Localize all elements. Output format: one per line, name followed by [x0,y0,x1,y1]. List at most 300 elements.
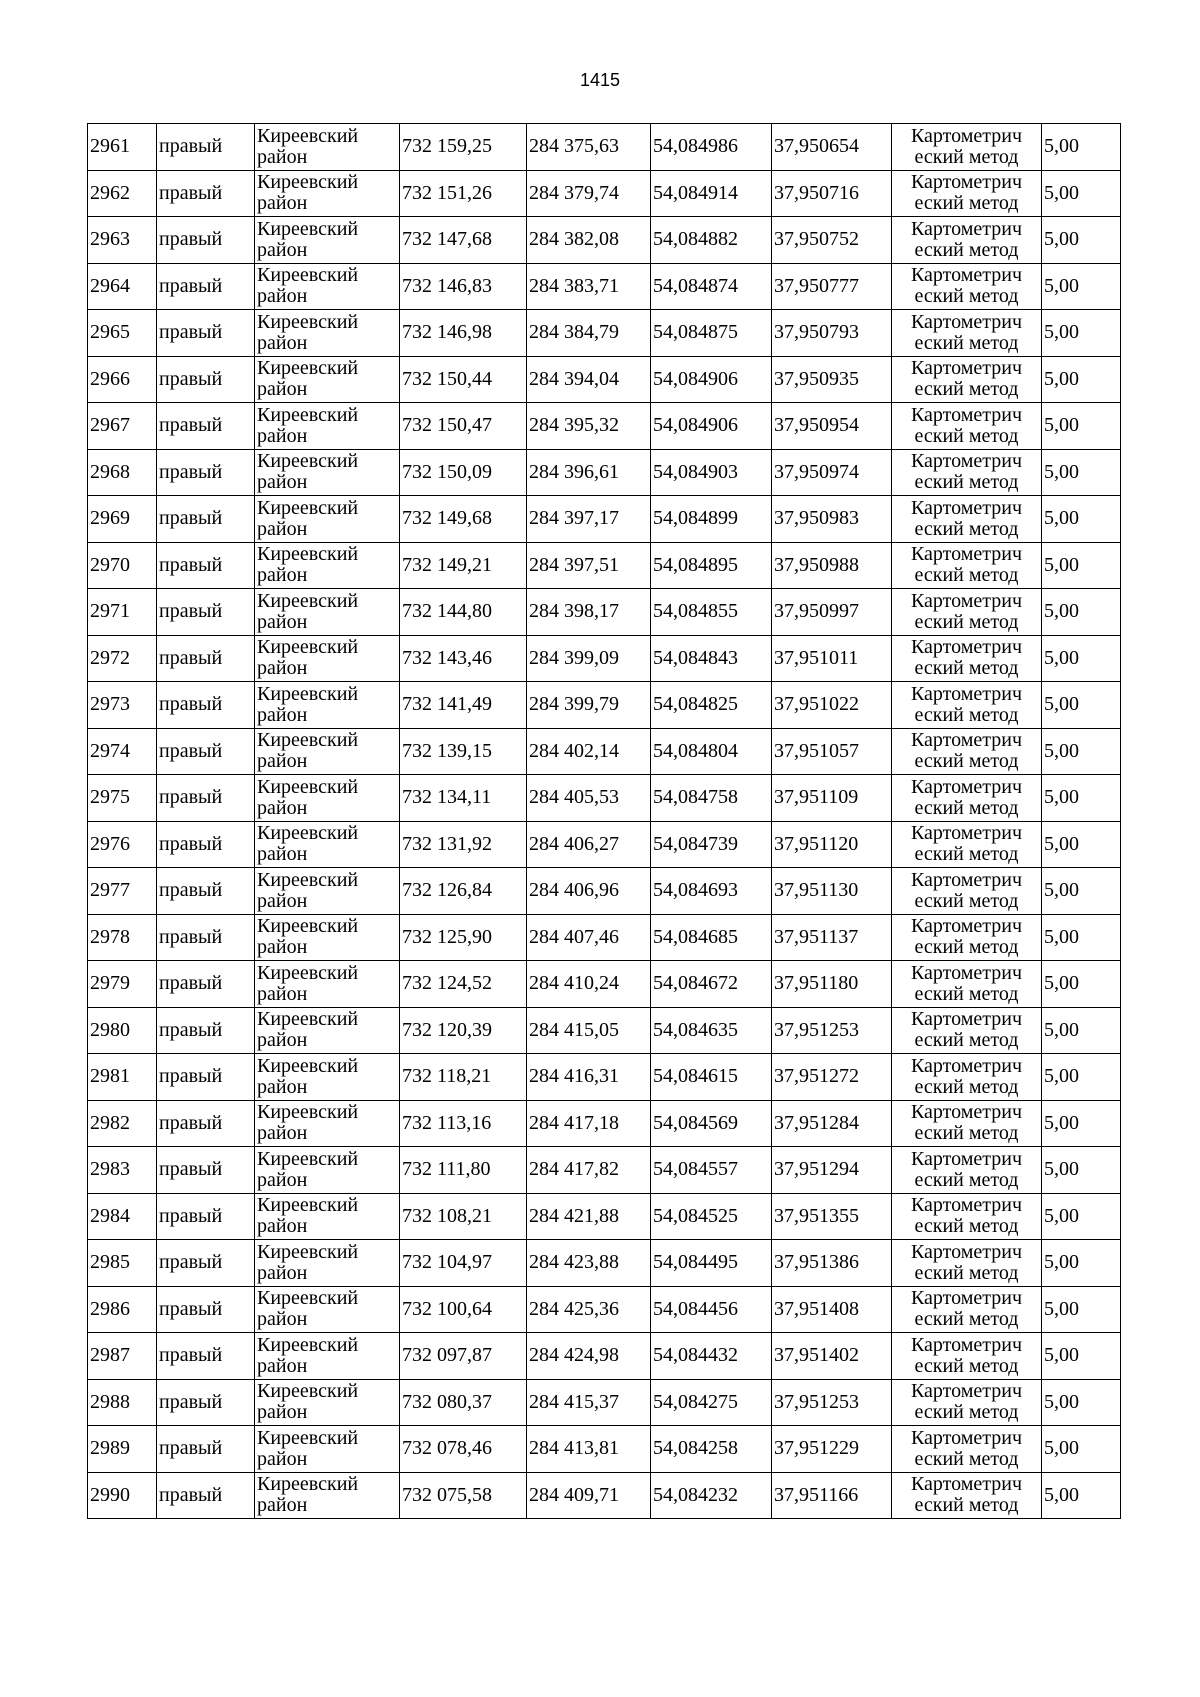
district-cell [255,1054,400,1101]
y-coordinate-cell: 284 417,82 [527,1147,651,1194]
bank-side-cell: правый [157,728,255,775]
district-cell-line: Киреевский [257,1194,359,1217]
x-coordinate-cell: 732 149,68 [400,496,527,543]
method-cell-line: еский метод [914,471,1019,494]
method-cell-line: еский метод [914,703,1019,726]
method-cell [892,589,1042,636]
x-coordinate-cell: 732 097,87 [400,1333,527,1380]
y-coordinate-cell: 284 423,88 [527,1240,651,1287]
method-cell [892,635,1042,682]
x-coordinate-cell: 732 111,80 [400,1147,527,1194]
accuracy-cell: 5,00 [1042,868,1121,915]
method-cell [892,1007,1042,1054]
point-number-cell: 2975 [88,775,157,822]
district-cell-line: район [257,610,308,633]
district-cell-line: район [257,424,308,447]
table-row [88,961,1121,1008]
district-cell [255,728,400,775]
x-coordinate-cell: 732 080,37 [400,1379,527,1426]
latitude-cell: 54,084825 [651,682,772,729]
method-cell-line: Картометрич [910,1054,1023,1077]
table-row [88,496,1121,543]
method-cell-line: Картометрич [910,450,1023,473]
table-row [88,1240,1121,1287]
table-row [88,1286,1121,1333]
method-cell-line: Картометрич [910,1194,1023,1217]
district-cell-line: Киреевский [257,636,359,659]
x-coordinate-cell: 732 151,26 [400,170,527,217]
point-number-cell: 2972 [88,635,157,682]
district-cell-line: район [257,1401,308,1424]
y-coordinate-cell: 284 396,61 [527,449,651,496]
latitude-cell: 54,084804 [651,728,772,775]
coordinates-table [87,123,1121,1519]
district-cell-line: Киреевский [257,868,359,891]
accuracy-cell: 5,00 [1042,821,1121,868]
y-coordinate-cell: 284 405,53 [527,775,651,822]
accuracy-cell: 5,00 [1042,1147,1121,1194]
point-number-cell: 2983 [88,1147,157,1194]
method-cell-line: еский метод [914,1447,1019,1470]
bank-side-cell: правый [157,1472,255,1519]
district-cell [255,124,400,171]
latitude-cell: 54,084906 [651,356,772,403]
district-cell [255,403,400,450]
x-coordinate-cell: 732 120,39 [400,1007,527,1054]
district-cell-line: район [257,285,308,308]
method-cell [892,403,1042,450]
district-cell-line: район [257,1354,308,1377]
y-coordinate-cell: 284 413,81 [527,1426,651,1473]
page-number: 1415 [579,70,621,90]
method-cell [892,356,1042,403]
district-cell-line: район [257,703,308,726]
table-row [88,217,1121,264]
district-cell [255,1147,400,1194]
bank-side-cell: правый [157,1426,255,1473]
table-row [88,821,1121,868]
method-cell-line: еский метод [914,1029,1019,1052]
point-number-cell: 2961 [88,124,157,171]
method-cell-line: Картометрич [910,217,1023,240]
method-cell-line: еский метод [914,750,1019,773]
y-coordinate-cell: 284 384,79 [527,310,651,357]
district-cell [255,1007,400,1054]
x-coordinate-cell: 732 144,80 [400,589,527,636]
longitude-cell: 37,950988 [772,542,892,589]
district-cell [255,635,400,682]
district-cell-line: район [257,238,308,261]
latitude-cell: 54,084672 [651,961,772,1008]
accuracy-cell: 5,00 [1042,589,1121,636]
method-cell-line: еский метод [914,1215,1019,1238]
longitude-cell: 37,951130 [772,868,892,915]
district-cell-line: Киреевский [257,1008,359,1031]
district-cell [255,821,400,868]
point-number-cell: 2967 [88,403,157,450]
method-cell [892,1147,1042,1194]
latitude-cell: 54,084875 [651,310,772,357]
latitude-cell: 54,084899 [651,496,772,543]
method-cell-line: Картометрич [910,868,1023,891]
longitude-cell: 37,950716 [772,170,892,217]
district-cell-line: Киреевский [257,310,359,333]
y-coordinate-cell: 284 399,79 [527,682,651,729]
bank-side-cell: правый [157,1286,255,1333]
district-cell-line: Киреевский [257,450,359,473]
point-number-cell: 2981 [88,1054,157,1101]
method-cell-line: еский метод [914,1122,1019,1145]
y-coordinate-cell: 284 421,88 [527,1193,651,1240]
district-cell-line: Киреевский [257,1380,359,1403]
district-cell [255,1193,400,1240]
x-coordinate-cell: 732 113,16 [400,1100,527,1147]
table-row [88,635,1121,682]
bank-side-cell: правый [157,1240,255,1287]
district-cell-line: Киреевский [257,1240,359,1263]
table-row [88,356,1121,403]
method-cell-line: Картометрич [910,310,1023,333]
district-cell [255,356,400,403]
district-cell-line: район [257,657,308,680]
method-cell-line: Картометрич [910,1147,1023,1170]
district-cell [255,775,400,822]
method-cell-line: еский метод [914,796,1019,819]
accuracy-cell: 5,00 [1042,263,1121,310]
x-coordinate-cell: 732 118,21 [400,1054,527,1101]
latitude-cell: 54,084693 [651,868,772,915]
table-row [88,263,1121,310]
table-row [88,1193,1121,1240]
district-cell-line: район [257,1261,308,1284]
table-row [88,1100,1121,1147]
method-cell-line: Картометрич [910,1101,1023,1124]
method-cell-line: Картометрич [910,915,1023,938]
district-cell [255,496,400,543]
district-cell [255,1100,400,1147]
longitude-cell: 37,951166 [772,1472,892,1519]
district-cell [255,961,400,1008]
district-cell-line: район [257,1075,308,1098]
table-row [88,1007,1121,1054]
method-cell-line: Картометрич [910,775,1023,798]
x-coordinate-cell: 732 078,46 [400,1426,527,1473]
latitude-cell: 54,084843 [651,635,772,682]
district-cell-line: Киреевский [257,124,359,147]
district-cell [255,170,400,217]
table-row [88,1426,1121,1473]
district-cell [255,310,400,357]
method-cell [892,914,1042,961]
accuracy-cell: 5,00 [1042,914,1121,961]
point-number-cell: 2971 [88,589,157,636]
table-row [88,589,1121,636]
latitude-cell: 54,084275 [651,1379,772,1426]
district-cell [255,1379,400,1426]
district-cell-line: Киреевский [257,775,359,798]
point-number-cell: 2962 [88,170,157,217]
y-coordinate-cell: 284 417,18 [527,1100,651,1147]
district-cell [255,868,400,915]
point-number-cell: 2963 [88,217,157,264]
method-cell [892,1426,1042,1473]
method-cell [892,1054,1042,1101]
point-number-cell: 2974 [88,728,157,775]
method-cell-line: еский метод [914,1168,1019,1191]
longitude-cell: 37,951109 [772,775,892,822]
accuracy-cell: 5,00 [1042,1472,1121,1519]
latitude-cell: 54,084906 [651,403,772,450]
method-cell [892,449,1042,496]
method-cell-line: Картометрич [910,682,1023,705]
district-cell-line: район [257,1029,308,1052]
y-coordinate-cell: 284 379,74 [527,170,651,217]
table-row [88,1379,1121,1426]
district-cell-line: район [257,1447,308,1470]
method-cell-line: еский метод [914,424,1019,447]
method-cell-line: еский метод [914,982,1019,1005]
point-number-cell: 2978 [88,914,157,961]
table-row [88,310,1121,357]
point-number-cell: 2982 [88,1100,157,1147]
district-cell-line: район [257,982,308,1005]
method-cell-line: Картометрич [910,961,1023,984]
method-cell [892,263,1042,310]
district-cell-line: район [257,750,308,773]
method-cell-line: Картометрич [910,1008,1023,1031]
district-cell-line: район [257,471,308,494]
method-cell-line: еский метод [914,378,1019,401]
method-cell [892,728,1042,775]
district-cell-line: район [257,378,308,401]
table-row [88,868,1121,915]
method-cell-line: Картометрич [910,357,1023,380]
method-cell [892,542,1042,589]
y-coordinate-cell: 284 407,46 [527,914,651,961]
x-coordinate-cell: 732 139,15 [400,728,527,775]
district-cell-line: район [257,564,308,587]
method-cell-line: Картометрич [910,822,1023,845]
district-cell-line: Киреевский [257,822,359,845]
bank-side-cell: правый [157,542,255,589]
longitude-cell: 37,950983 [772,496,892,543]
district-cell [255,682,400,729]
x-coordinate-cell: 732 126,84 [400,868,527,915]
x-coordinate-cell: 732 124,52 [400,961,527,1008]
y-coordinate-cell: 284 375,63 [527,124,651,171]
x-coordinate-cell: 732 143,46 [400,635,527,682]
method-cell-line: еский метод [914,610,1019,633]
longitude-cell: 37,951284 [772,1100,892,1147]
district-cell-line: Киреевский [257,1147,359,1170]
accuracy-cell: 5,00 [1042,1240,1121,1287]
accuracy-cell: 5,00 [1042,1426,1121,1473]
method-cell [892,124,1042,171]
y-coordinate-cell: 284 397,17 [527,496,651,543]
method-cell [892,1193,1042,1240]
y-coordinate-cell: 284 398,17 [527,589,651,636]
method-cell-line: еский метод [914,1308,1019,1331]
accuracy-cell: 5,00 [1042,775,1121,822]
bank-side-cell: правый [157,914,255,961]
table-row [88,1472,1121,1519]
y-coordinate-cell: 284 394,04 [527,356,651,403]
accuracy-cell: 5,00 [1042,124,1121,171]
point-number-cell: 2973 [88,682,157,729]
district-cell-line: Киреевский [257,1101,359,1124]
point-number-cell: 2969 [88,496,157,543]
longitude-cell: 37,951011 [772,635,892,682]
table-row [88,914,1121,961]
longitude-cell: 37,950654 [772,124,892,171]
table-row [88,1054,1121,1101]
district-cell [255,449,400,496]
district-cell-line: район [257,1308,308,1331]
longitude-cell: 37,951253 [772,1007,892,1054]
method-cell-line: Картометрич [910,403,1023,426]
x-coordinate-cell: 732 146,83 [400,263,527,310]
method-cell [892,1240,1042,1287]
point-number-cell: 2986 [88,1286,157,1333]
method-cell [892,496,1042,543]
accuracy-cell: 5,00 [1042,542,1121,589]
method-cell-line: Картометрич [910,496,1023,519]
x-coordinate-cell: 732 150,44 [400,356,527,403]
district-cell-line: Киреевский [257,682,359,705]
point-number-cell: 2966 [88,356,157,403]
latitude-cell: 54,084635 [651,1007,772,1054]
table-row [88,1333,1121,1380]
longitude-cell: 37,951294 [772,1147,892,1194]
accuracy-cell: 5,00 [1042,682,1121,729]
district-cell-line: Киреевский [257,589,359,612]
method-cell-line: еский метод [914,1494,1019,1517]
x-coordinate-cell: 732 147,68 [400,217,527,264]
longitude-cell: 37,951022 [772,682,892,729]
latitude-cell: 54,084557 [651,1147,772,1194]
point-number-cell: 2979 [88,961,157,1008]
district-cell-line: район [257,331,308,354]
method-cell [892,1333,1042,1380]
longitude-cell: 37,951180 [772,961,892,1008]
bank-side-cell: правый [157,217,255,264]
y-coordinate-cell: 284 406,27 [527,821,651,868]
y-coordinate-cell: 284 409,71 [527,1472,651,1519]
bank-side-cell: правый [157,635,255,682]
method-cell [892,170,1042,217]
method-cell [892,775,1042,822]
point-number-cell: 2980 [88,1007,157,1054]
accuracy-cell: 5,00 [1042,1193,1121,1240]
latitude-cell: 54,084739 [651,821,772,868]
method-cell-line: Картометрич [910,171,1023,194]
longitude-cell: 37,951057 [772,728,892,775]
bank-side-cell: правый [157,496,255,543]
latitude-cell: 54,084495 [651,1240,772,1287]
longitude-cell: 37,950974 [772,449,892,496]
x-coordinate-cell: 732 104,97 [400,1240,527,1287]
longitude-cell: 37,951386 [772,1240,892,1287]
x-coordinate-cell: 732 159,25 [400,124,527,171]
district-cell [255,1426,400,1473]
method-cell [892,1379,1042,1426]
method-cell [892,1286,1042,1333]
accuracy-cell: 5,00 [1042,961,1121,1008]
x-coordinate-cell: 732 131,92 [400,821,527,868]
bank-side-cell: правый [157,310,255,357]
x-coordinate-cell: 732 108,21 [400,1193,527,1240]
table-row [88,728,1121,775]
latitude-cell: 54,084432 [651,1333,772,1380]
district-cell-line: Киреевский [257,961,359,984]
y-coordinate-cell: 284 415,37 [527,1379,651,1426]
y-coordinate-cell: 284 425,36 [527,1286,651,1333]
accuracy-cell: 5,00 [1042,1286,1121,1333]
bank-side-cell: правый [157,356,255,403]
method-cell-line: Картометрич [910,124,1023,147]
bank-side-cell: правый [157,821,255,868]
longitude-cell: 37,951272 [772,1054,892,1101]
point-number-cell: 2965 [88,310,157,357]
point-number-cell: 2964 [88,263,157,310]
bank-side-cell: правый [157,1333,255,1380]
table-row [88,449,1121,496]
district-cell [255,1333,400,1380]
point-number-cell: 2989 [88,1426,157,1473]
district-cell-line: Киреевский [257,1426,359,1449]
latitude-cell: 54,084882 [651,217,772,264]
district-cell-line: район [257,1494,308,1517]
accuracy-cell: 5,00 [1042,1007,1121,1054]
method-cell-line: Картометрич [910,1380,1023,1403]
method-cell-line: еский метод [914,657,1019,680]
longitude-cell: 37,950752 [772,217,892,264]
point-number-cell: 2990 [88,1472,157,1519]
accuracy-cell: 5,00 [1042,635,1121,682]
table-row [88,1147,1121,1194]
method-cell-line: еский метод [914,1075,1019,1098]
district-cell [255,914,400,961]
x-coordinate-cell: 732 149,21 [400,542,527,589]
district-cell-line: район [257,1122,308,1145]
latitude-cell: 54,084456 [651,1286,772,1333]
method-cell-line: Картометрич [910,636,1023,659]
bank-side-cell: правый [157,170,255,217]
latitude-cell: 54,084855 [651,589,772,636]
accuracy-cell: 5,00 [1042,403,1121,450]
accuracy-cell: 5,00 [1042,170,1121,217]
bank-side-cell: правый [157,1100,255,1147]
bank-side-cell: правый [157,1193,255,1240]
method-cell-line: Картометрич [910,1287,1023,1310]
method-cell-line: Картометрич [910,1240,1023,1263]
table-row [88,682,1121,729]
latitude-cell: 54,084986 [651,124,772,171]
district-cell-line: район [257,1168,308,1191]
latitude-cell: 54,084525 [651,1193,772,1240]
district-cell-line: Киреевский [257,1333,359,1356]
district-cell-line: Киреевский [257,729,359,752]
longitude-cell: 37,951408 [772,1286,892,1333]
method-cell-line: еский метод [914,936,1019,959]
latitude-cell: 54,084895 [651,542,772,589]
accuracy-cell: 5,00 [1042,1100,1121,1147]
district-cell-line: район [257,843,308,866]
district-cell-line: Киреевский [257,217,359,240]
point-number-cell: 2976 [88,821,157,868]
method-cell-line: еский метод [914,192,1019,215]
method-cell [892,1472,1042,1519]
